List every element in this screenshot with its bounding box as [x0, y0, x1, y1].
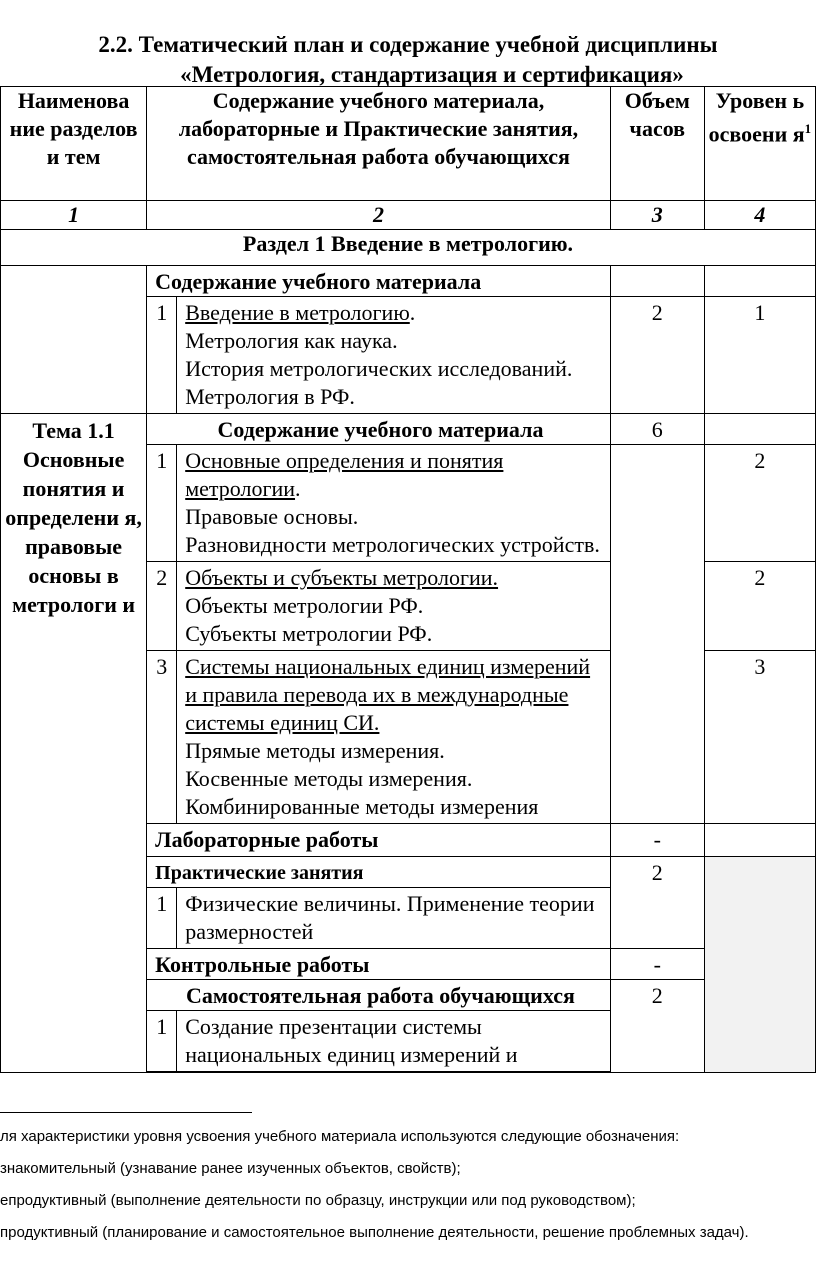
content-label: Содержание учебного материала [147, 266, 611, 297]
merged-hours-cell [610, 445, 704, 824]
item-hours: 2 [610, 297, 704, 414]
item-content [177, 445, 611, 562]
shaded-level-cell [704, 857, 815, 1073]
header-hours: Объем часов [610, 87, 704, 201]
item-level: 2 [704, 562, 815, 651]
item-title: Введение в метрологию [185, 300, 410, 325]
item-line: История метрологических исследований. [185, 356, 573, 381]
section-title: Раздел 1 Введение в метрологию. [1, 230, 816, 266]
footnote-line: епродуктивный (выполнение деятельности по образцу, инструкции или под руководством); [0, 1192, 636, 1209]
empty-cell [610, 266, 704, 297]
item-line: Субъекты метрологии РФ. [185, 621, 433, 646]
item-line: Метрология как наука. [185, 328, 398, 353]
item-content [177, 297, 611, 414]
control-label: Контрольные работы [147, 949, 611, 980]
thematic-plan-table [0, 86, 816, 1073]
footnote-line: знакомительный (узнавание ранее изученных объектов, свойств); [0, 1160, 461, 1177]
item-title: Основные определения и понятия метрологии [185, 448, 504, 501]
item-level: 1 [704, 297, 815, 414]
empty-cell [704, 824, 815, 857]
item-line: Косвенные методы измерения. [185, 766, 473, 791]
footnote-marker: 1 [804, 121, 812, 136]
practice-label: Практические занятия [147, 857, 611, 888]
item-line: Правовые основы. [185, 504, 359, 529]
item-number: 2 [147, 562, 177, 651]
section-empty-cell [1, 266, 147, 414]
header-sections: Наименова ние разделов и тем [1, 87, 147, 201]
header-level [704, 87, 815, 201]
index-cell: 2 [147, 201, 611, 230]
header-content: Содержание учебного материала, лабораторные и Практические занятия, самостоятельная работа обучающихся [147, 87, 611, 201]
item-line: Разновидности метрологических устройств. [185, 532, 600, 557]
index-cell: 4 [704, 201, 815, 230]
item-number: 3 [147, 651, 177, 824]
item-level: 2 [704, 445, 815, 562]
empty-cell [147, 1072, 611, 1073]
item-number: 1 [147, 445, 177, 562]
item-number: 1 [147, 297, 177, 414]
index-cell: 1 [1, 201, 147, 230]
independent-hours: 2 [610, 980, 704, 1073]
title-line-2: «Метрология, стандартизация и сертификация» [180, 62, 684, 87]
topic-content-label-row [1, 414, 816, 445]
footnote-line: продуктивный (планирование и самостоятельное выполнение деятельности, решение проблемных задач). [0, 1224, 749, 1241]
page-title [0, 30, 816, 90]
item-title: Объекты и субъекты метрологии. [185, 565, 499, 590]
item-line: Метрология в РФ. [185, 384, 355, 409]
item-number: 1 [147, 1011, 177, 1072]
content-label: Содержание учебного материала [147, 414, 611, 445]
index-cell: 3 [610, 201, 704, 230]
item-line: Прямые методы измерения. [185, 738, 445, 763]
item-level: 3 [704, 651, 815, 824]
control-hours: - [610, 949, 704, 980]
item-line: Комбинированные методы измерения [185, 794, 539, 819]
lab-label: Лабораторные работы [147, 824, 611, 857]
independent-label: Самостоятельная работа обучающихся [147, 980, 611, 1011]
section-row [1, 230, 816, 266]
header-level-label: Уровен ь освоени я [708, 88, 805, 147]
item-content: Физические величины. Применение теории размерностей [177, 888, 611, 949]
lab-hours: - [610, 824, 704, 857]
item-content: Создание презентации системы национальных единиц измерений и [177, 1011, 611, 1072]
section-content-label-row [1, 266, 816, 297]
practice-hours: 2 [610, 857, 704, 949]
footnote-line: ля характеристики уровня усвоения учебного материала используются следующие обозначения: [0, 1128, 680, 1145]
item-number: 1 [147, 888, 177, 949]
footnote-separator [0, 1112, 252, 1113]
empty-cell [704, 266, 815, 297]
item-title: Системы национальных единиц измерений и правила перевода их в международные системы единиц СИ. [185, 654, 591, 735]
content-hours: 6 [610, 414, 704, 445]
item-title-suffix: . [295, 476, 301, 501]
empty-cell [704, 414, 815, 445]
header-row [1, 87, 816, 201]
item-content [177, 651, 611, 824]
topic-name: Тема 1.1 Основные понятия и определени я, правовые основы в метрологи и [1, 414, 147, 1073]
item-line: Объекты метрологии РФ. [185, 593, 424, 618]
item-title-suffix: . [409, 300, 416, 325]
index-row [1, 201, 816, 230]
item-content [177, 562, 611, 651]
title-line-1: 2.2. Тематический план и содержание учебной дисциплины [98, 32, 718, 57]
